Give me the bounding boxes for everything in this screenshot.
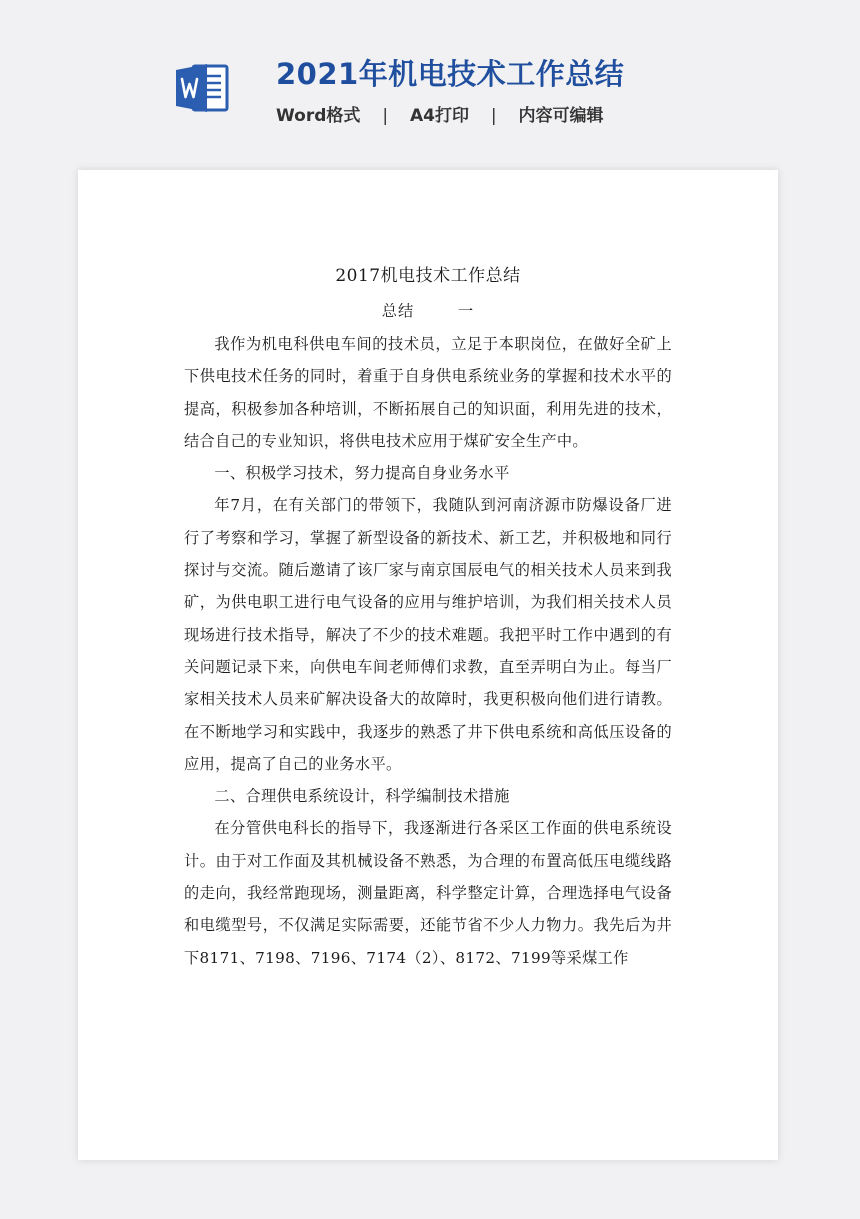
paragraph: 我作为机电科供电车间的技术员，立足于本职岗位，在做好全矿上下供电技术任务的同时，着重于自身供电系统业务的掌握和技术水平的提高，积极参加各种培训，不断拓展自己的知识面，利用先进的技术，结合自己的专业知识，将供电技术应用于煤矿安全生产中。 <box>184 335 672 450</box>
document-title: 2017机电技术工作总结 <box>335 266 521 286</box>
format-tag-editable: 内容可编辑 <box>518 106 604 126</box>
paragraph: 在分管供电科长的指导下，我逐渐进行各采区工作面的供电系统设计。由于对工作面及其机械设备不熟悉，为合理的布置高低压电缆线路的走向，我经常跑现场，测量距离，科学整定计算，合理选择电气设备和电缆型号，不仅满足实际需要，还能节省不少人力物力。我先后为井下8171、7198、7196、7174（2）、8172、7199等采煤工作 <box>184 819 672 967</box>
meta-separator: | <box>382 106 389 126</box>
document-page <box>78 170 778 1160</box>
meta-separator: | <box>490 106 497 126</box>
header <box>0 0 860 160</box>
document-content <box>184 258 672 974</box>
format-tag-word: Word格式 <box>276 106 361 126</box>
document-subtitle: 总结 一 <box>381 302 475 320</box>
section-heading: 一、积极学习技术，努力提高自身业务水平 <box>214 464 510 483</box>
section-heading: 二、合理供电系统设计，科学编制技术措施 <box>214 787 510 806</box>
page-title: 2021年机电技术工作总结 <box>276 57 625 91</box>
format-info <box>276 101 604 126</box>
watermark-logo <box>78 573 190 668</box>
word-icon <box>175 62 231 114</box>
paragraph: 年7月，在有关部门的带领下，我随队到河南济源市防爆设备厂进行了考察和学习，掌握了新型设备的新技术、新工艺，并积极地和同行探讨与交流。随后邀请了该厂家与南京国辰电气的相关技术人员来到我矿，为供电职工进行电气设备的应用与维护培训，为我们相关技术人员现场进行技术指导，解决了不少的技术难题。我把平时工作中遇到的有关问题记录下来，向供电车间老师傅们求教，直至弄明白为止。每当厂家相关技术人员来矿解决设备大的故障时，我更积极向他们进行请教。在不断地学习和实践中，我逐步的熟悉了井下供电系统和高低压设备的应用，提高了自己的业务水平。 <box>184 496 672 773</box>
format-tag-a4: A4打印 <box>409 106 469 126</box>
